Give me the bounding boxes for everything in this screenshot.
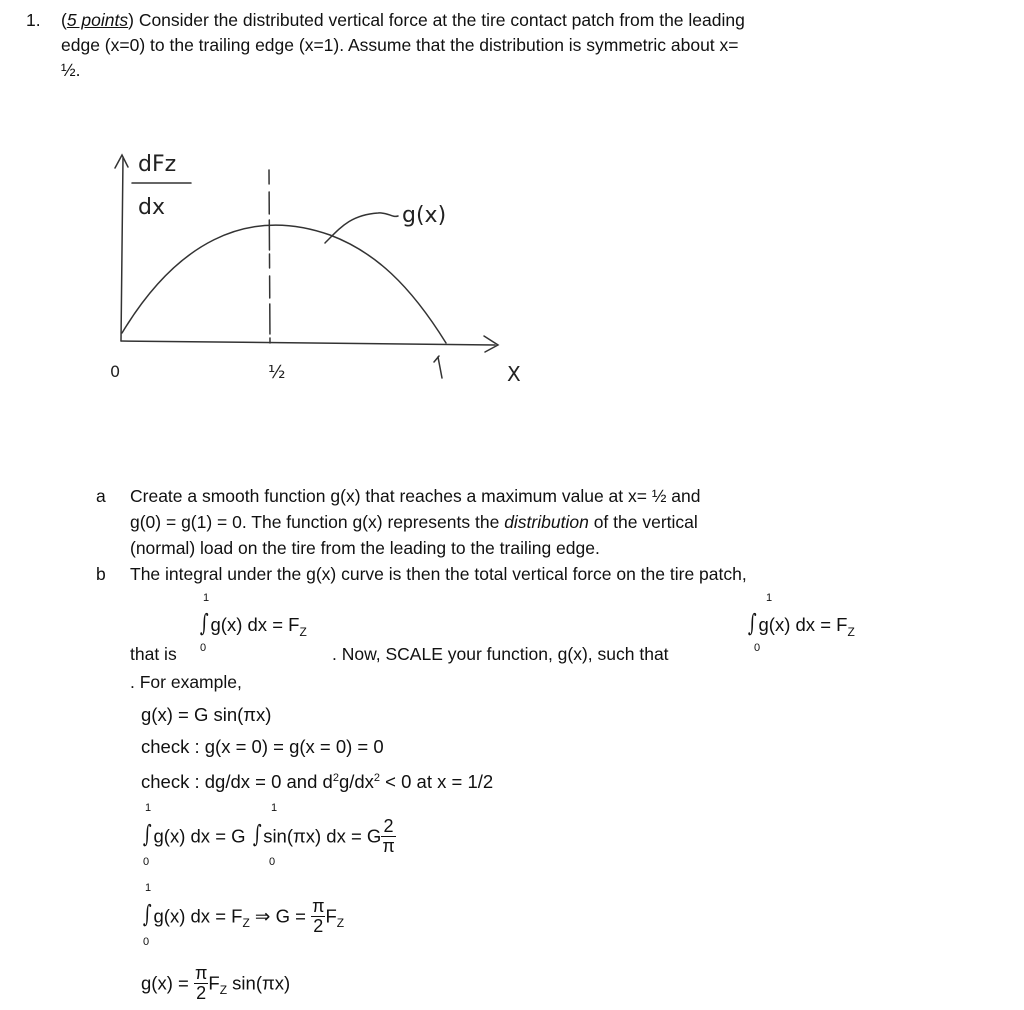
eq4-upper-2: 1 [271,802,278,814]
problem-line-1-text: Consider the distributed vertical force at the tire contact patch from the leading [133,10,745,30]
upper-limit: 1 [203,592,210,604]
integral-force-1 [198,592,307,654]
eq3-sup-1: 2 [332,772,339,784]
for-example-text: . For example, [130,672,242,692]
y-label-num: dFz [138,152,177,177]
eq6-fraction [194,964,208,1003]
problem-line-2: edge (x=0) to the trailing edge (x=1). Assume that the distribution is symmetric about x= [61,35,739,55]
eq-solve-G [141,882,345,948]
part-a-line-1: Create a smooth function g(x) that reaches a maximum value at x= ½ and [130,486,701,506]
eq5-post: F [325,905,337,927]
sub-z: Z [299,625,307,639]
eq-check-boundary: check : g(x = 0) = g(x = 0) = 0 [141,736,384,757]
eq3-post: < 0 at x = 1/2 [380,771,494,792]
part-a-line-2-post: of the vertical [588,512,698,532]
part-b-letter: b [96,564,106,584]
eq5-lower: 0 [143,936,150,948]
y-axis [121,158,123,341]
eq6-left: g(x) = [141,972,194,994]
eq3-pre: check : dg/dx = 0 and d [141,771,333,792]
part-a-letter: a [96,486,106,506]
eq6-tail: sin(πx) [227,972,291,994]
load-curve [122,225,446,343]
eq-g-definition: g(x) = G sin(πx) [141,704,272,725]
integral-sign-2-icon: ∫ [747,609,757,637]
integral-force-2 [746,592,855,654]
eq4-upper-1: 1 [145,802,152,814]
integral-expr: g(x) dx = F [210,614,300,635]
eq5-fraction [311,897,325,936]
eq3-sup-2: 2 [373,772,381,784]
half-label: ½ [268,362,286,383]
eq-check-maximum [141,770,493,793]
eq4-mid: sin(πx) dx = G [263,825,382,847]
points-label: 5 points [66,10,129,30]
now-scale-text: . Now, SCALE your function, g(x), such that [332,644,669,664]
lower-limit: 0 [200,642,207,654]
y-axis-arrow-icon [115,155,128,168]
eq5-mid: ⇒ G = [249,905,312,927]
x-axis-arrow-icon [484,336,498,352]
eq3-mid: g/dx [338,771,374,792]
half-marker [269,170,270,343]
part-b-line-1: The integral under the g(x) curve is then the total vertical force on the tire patch, [130,564,747,584]
distribution-term: distribution [504,512,589,532]
eq5-num: π [312,896,325,916]
y-label-den: dx [138,195,165,220]
eq5-integral-sign-icon: ∫ [142,900,152,929]
eq5-sub-z: Z [242,916,250,931]
eq4-integral-sign-icon: ∫ [142,820,152,849]
lower-limit-2: 0 [754,642,761,654]
part-a-line-2-pre: g(0) = g(1) = 0. The function g(x) represents the [130,512,505,532]
origin-label: 0 [110,362,121,381]
x-label: X [507,362,521,386]
eq-final-g [141,965,290,1004]
eq5-den: 2 [313,915,324,936]
eq-integral-G [141,802,396,868]
upper-limit-2: 1 [766,592,773,604]
part-a-line-3: (normal) load on the tire from the leading to the trailing edge. [130,538,600,558]
sub-z-2: Z [847,625,855,639]
problem-line-3: ½. [61,60,81,80]
part-a-line-2 [130,512,698,534]
eq5-upper: 1 [145,882,152,894]
x-axis [121,341,495,345]
eq6-post: F [208,972,220,994]
problem-line-1: (5 points) Consider the distributed vertical force at the tire contact patch from the leading [61,10,745,30]
eq6-num: π [194,963,208,983]
eq6-sub-z: Z [219,983,228,998]
eq5-sub-z-2: Z [336,916,345,931]
eq4-lower-2: 0 [269,856,276,868]
eq6-den: 2 [196,982,207,1003]
problem-number: 1. [26,10,41,30]
integral-sign-icon: ∫ [199,609,209,637]
leader-line [325,213,398,243]
load-distribution-sketch [0,0,1024,440]
curve-label: g(x) [402,203,447,228]
integral-expr-2: g(x) dx = F [758,614,848,635]
that-is-text: that is [130,644,177,664]
eq4-lower-1: 0 [143,856,150,868]
eq4-den: π [382,835,395,856]
eq4-fraction [381,817,395,856]
eq4-left: g(x) dx = G [153,825,246,847]
eq4-integral-sign-2-icon: ∫ [252,820,262,849]
eq5-left: g(x) dx = F [153,905,243,927]
eq4-num: 2 [381,817,395,837]
